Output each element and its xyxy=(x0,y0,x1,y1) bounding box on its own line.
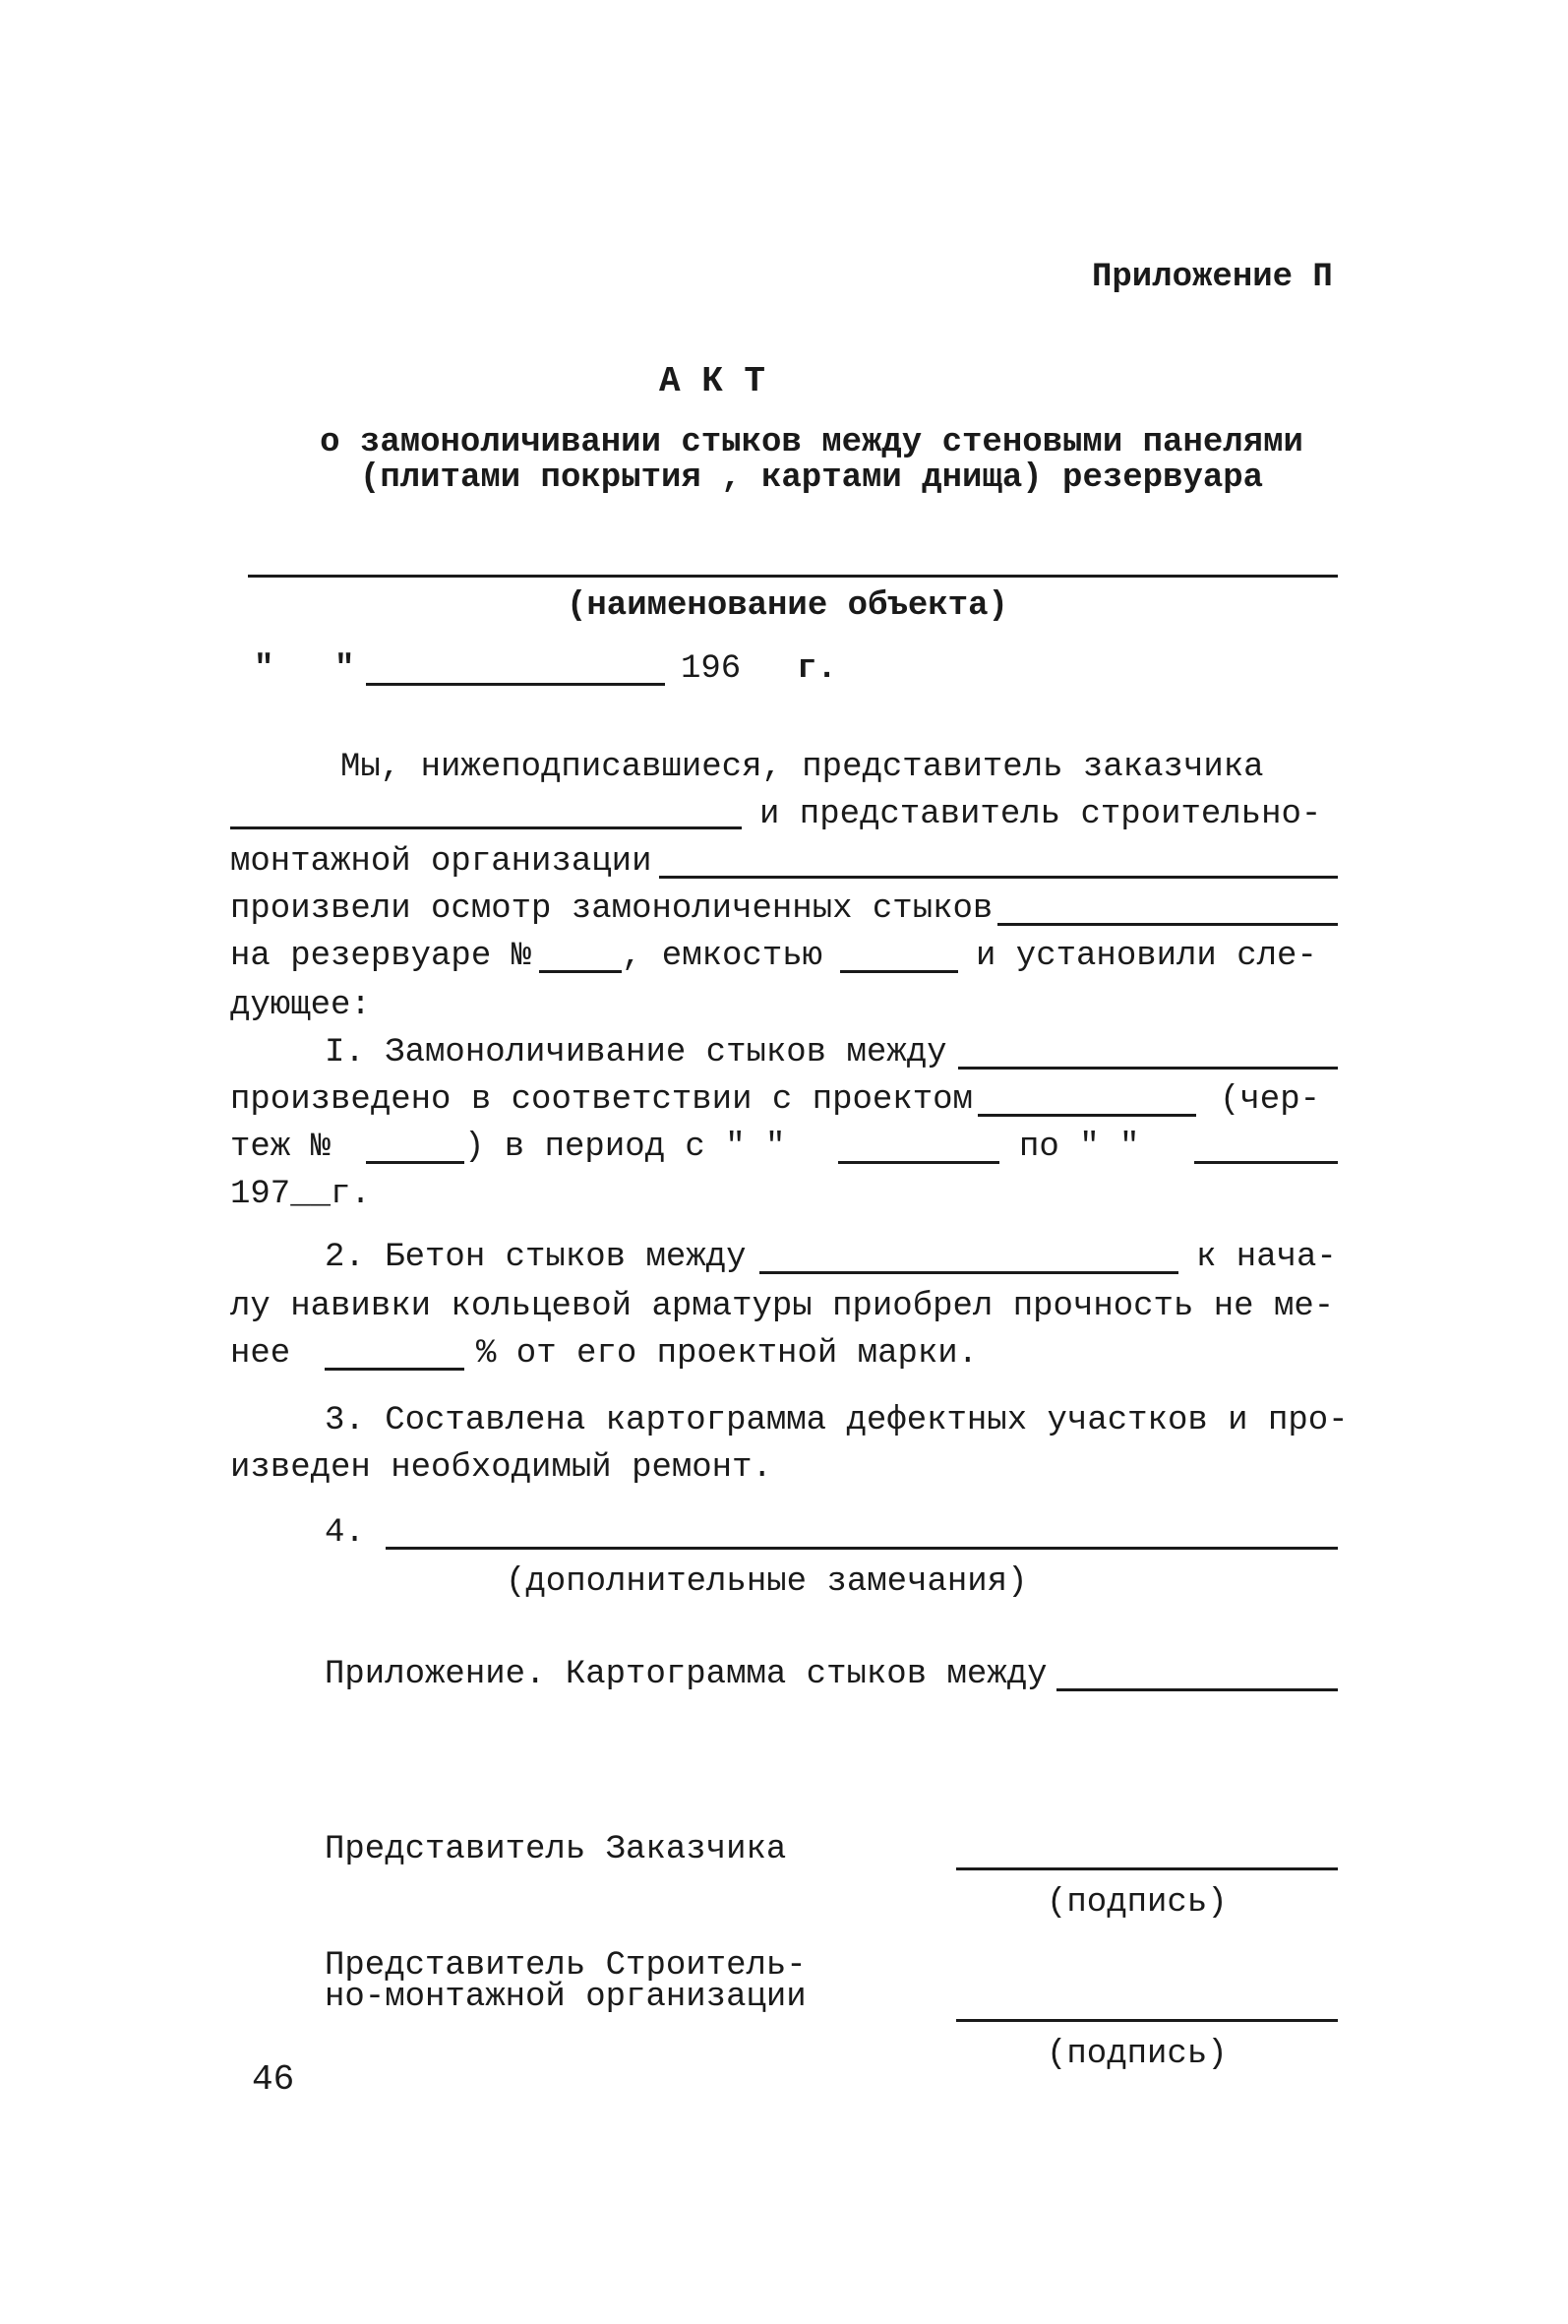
item-1-year: 197__г. xyxy=(230,1176,371,1213)
date-month-line xyxy=(366,683,665,686)
capacity-line xyxy=(840,970,958,973)
joints-line xyxy=(997,923,1338,926)
appendix-label: Приложение П xyxy=(1092,259,1333,296)
established-label: и установили сле- xyxy=(976,938,1317,975)
builder-signature-caption: (подпись) xyxy=(1047,2036,1228,2073)
subtitle-line-2: (плитами покрытия , картами днища) резервуара xyxy=(359,459,1264,497)
item-2-line-2: лу навивки кольцевой арматуры приобрел прочность не ме- xyxy=(230,1288,1335,1325)
strength-percent-line xyxy=(325,1368,464,1371)
customer-signature-label: Представитель Заказчика xyxy=(325,1831,787,1868)
body-line-4: произвели осмотр замоноличенных стыков xyxy=(230,890,994,928)
item-1-between-line xyxy=(958,1067,1338,1070)
page-number: 46 xyxy=(252,2059,295,2100)
item-1-line-1: I. Замоноличивание стыков между xyxy=(325,1034,947,1071)
object-name-caption: (наименование объекта) xyxy=(567,587,1008,625)
body-line-6: дующее: xyxy=(230,987,371,1024)
builder-signature-line xyxy=(956,2019,1338,2022)
item-3-line-2: изведен необходимый ремонт. xyxy=(230,1449,772,1487)
date-quote-close: " xyxy=(334,650,355,688)
item-2-line-3-start: нее xyxy=(230,1335,291,1373)
customer-rep-line xyxy=(230,826,742,829)
builder-signature-label-2: но-монтажной организации xyxy=(325,1979,807,2016)
customer-signature-line xyxy=(956,1867,1338,1870)
body-line-1: Мы, нижеподписавшиеся, представитель заказчика xyxy=(340,749,1264,786)
date-quote-open: " xyxy=(254,650,274,688)
additional-remarks-caption: (дополнительные замечания) xyxy=(506,1563,1028,1601)
drawing-number-line xyxy=(366,1161,464,1164)
annex-line: Приложение. Картограмма стыков между xyxy=(325,1656,1048,1693)
item-2-between-line xyxy=(759,1271,1178,1274)
date-year: 196 xyxy=(681,650,742,688)
subtitle-line-1: о замоноличивании стыков между стеновыми панелями xyxy=(320,424,1303,461)
item-4-number: 4. xyxy=(325,1514,365,1552)
item-1-line-2: произведено в соответствии с проектом xyxy=(230,1081,973,1119)
item-3-line-1: 3. Составлена картограмма дефектных участков и про- xyxy=(325,1402,1349,1439)
drawing-number-label: теж № xyxy=(230,1129,332,1166)
period-to-line xyxy=(1194,1161,1338,1164)
date-year-suffix: г. xyxy=(797,650,837,688)
additional-remarks-line xyxy=(386,1547,1338,1550)
item-2-line-1-end: к нача- xyxy=(1196,1239,1337,1276)
item-2-line-1: 2. Бетон стыков между xyxy=(325,1239,747,1276)
body-line-3: монтажной организации xyxy=(230,843,652,881)
period-to-label: по " " xyxy=(1019,1129,1140,1166)
period-from-label: ) в период с " " xyxy=(464,1129,786,1166)
period-from-line xyxy=(838,1161,999,1164)
object-name-line xyxy=(248,575,1338,578)
organization-line xyxy=(659,876,1338,879)
document-title: А К Т xyxy=(659,361,766,401)
customer-signature-caption: (подпись) xyxy=(1047,1884,1228,1922)
item-1-line-2-end: (чер- xyxy=(1220,1081,1321,1119)
capacity-label: , емкостью xyxy=(622,938,823,975)
builder-signature-label-1: Представитель Строитель- xyxy=(325,1947,807,1985)
project-line xyxy=(978,1114,1196,1117)
tank-number-line xyxy=(539,970,622,973)
tank-number-label: на резервуаре № xyxy=(230,938,532,975)
body-line-2: и представитель строительно- xyxy=(759,796,1322,833)
annex-fill-line xyxy=(1056,1688,1338,1691)
item-2-line-3-end: % от его проектной марки. xyxy=(476,1335,979,1373)
